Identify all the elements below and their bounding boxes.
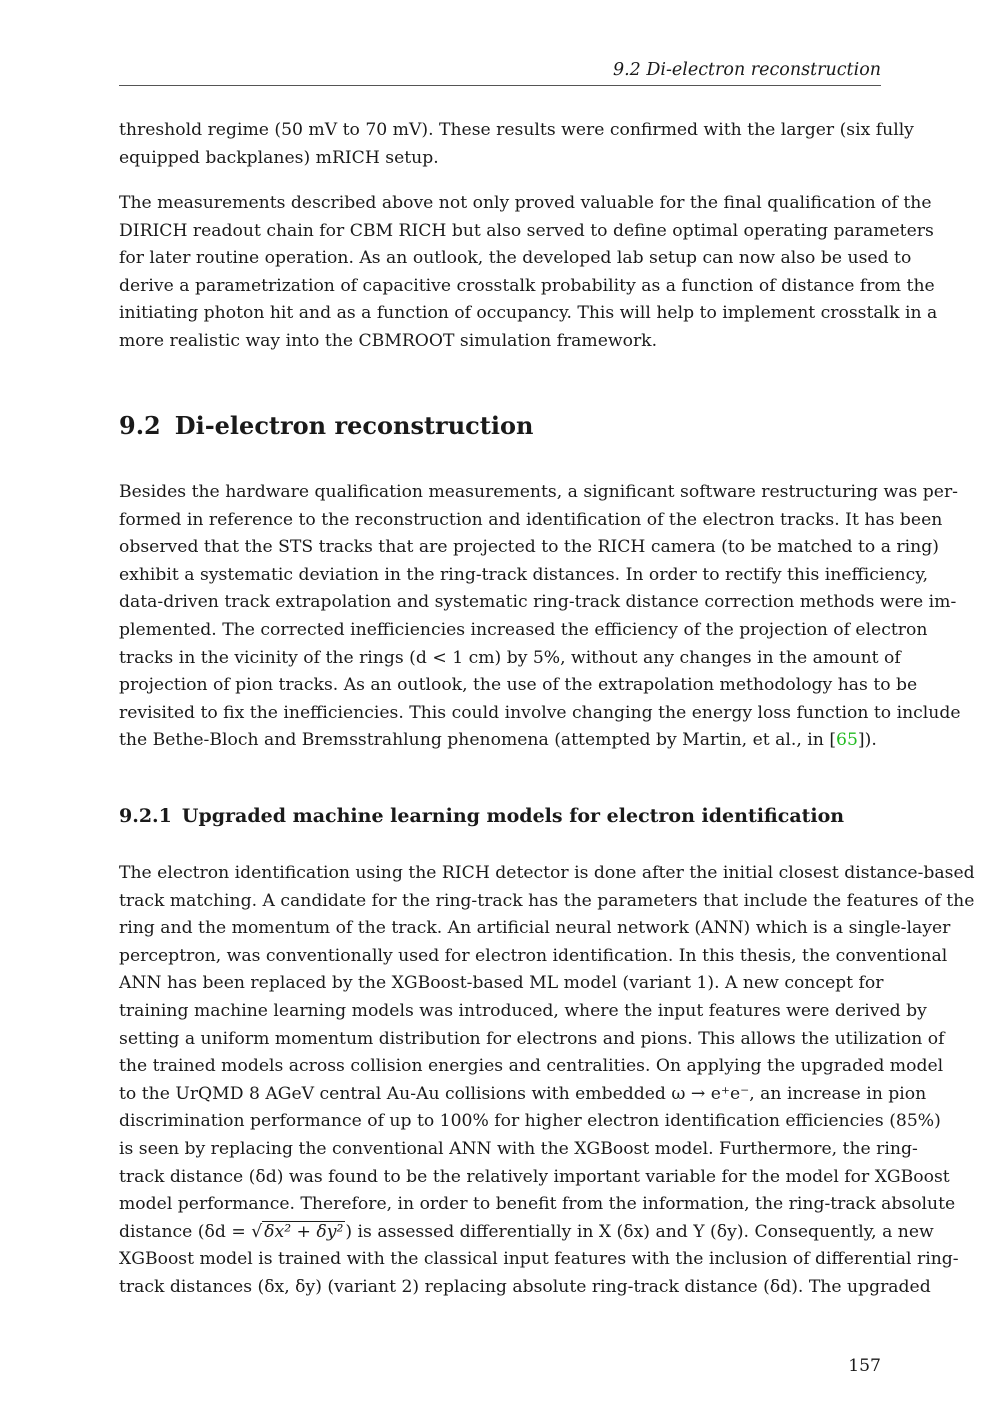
header-rule bbox=[119, 85, 881, 86]
text-line: Besides the hardware qualification measurements, a significant software restructuring was per- bbox=[119, 482, 958, 502]
citation-link[interactable]: 65 bbox=[836, 730, 858, 751]
sqrt-symbol: √ bbox=[251, 1221, 263, 1242]
section-heading bbox=[119, 409, 533, 443]
text-line: ring and the momentum of the track. An artificial neural network (ANN) which is a single-layer bbox=[119, 918, 951, 939]
text-line: XGBoost model is trained with the classical input features with the inclusion of differential ring- bbox=[119, 1249, 959, 1270]
sqrt-expression: δx² + δy² bbox=[264, 1221, 344, 1242]
text-fragment: distance (δd = bbox=[119, 1221, 252, 1242]
text-fragment: the Bethe-Bloch and Bremsstrahlung phenomena (attempted by Martin, et al., in [ bbox=[119, 730, 837, 751]
text-line: formed in reference to the reconstruction and identification of the electron tracks. It has been bbox=[119, 509, 943, 530]
text-line: training machine learning models was introduced, where the input features were derived by bbox=[119, 1000, 927, 1021]
text-line: derive a parametrization of capacitive crosstalk probability as a function of distance from the bbox=[119, 275, 935, 296]
paragraph-electron-identification bbox=[119, 860, 975, 1302]
text-line: plemented. The corrected inefficiencies increased the efficiency of the projection of electron bbox=[119, 619, 928, 640]
text-fragment: ]). bbox=[857, 730, 877, 751]
paragraph-threshold bbox=[119, 117, 914, 172]
text-line: discrimination performance of up to 100% for higher electron identification efficiencies (85%) bbox=[119, 1111, 941, 1132]
text-line: model performance. Therefore, in order to benefit from the information, the ring-track absolute bbox=[119, 1194, 956, 1215]
text-line: equipped backplanes) mRICH setup. bbox=[119, 147, 439, 168]
text-line: the trained models across collision energies and centralities. On applying the upgraded model bbox=[119, 1056, 944, 1077]
subsection-title: Upgraded machine learning models for electron identification bbox=[181, 805, 845, 827]
text-line: for later routine operation. As an outlook, the developed lab setup can now also be used to bbox=[119, 248, 912, 269]
section-number: 9.2 bbox=[119, 411, 161, 440]
paragraph-measurements bbox=[119, 190, 938, 356]
text-line: more realistic way into the CBMROOT simulation framework. bbox=[119, 330, 658, 351]
text-line: projection of pion tracks. As an outlook, the use of the extrapolation methodology has to be bbox=[119, 675, 918, 696]
text-line: data-driven track extrapolation and systematic ring-track distance correction methods were im- bbox=[119, 592, 957, 613]
text-line: The electron identification using the RICH detector is done after the initial closest distance-based bbox=[119, 863, 975, 883]
text-fragment: ) is assessed differentially in X (δx) and Y (δy). Consequently, a new bbox=[345, 1221, 934, 1242]
text-line: observed that the STS tracks that are projected to the RICH camera (to be matched to a ring) bbox=[119, 537, 939, 558]
subsection-heading bbox=[119, 802, 844, 830]
text-line: initiating photon hit and as a function of occupancy. This will help to implement crosstalk in a bbox=[119, 303, 938, 324]
text-line: is seen by replacing the conventional ANN with the XGBoost model. Furthermore, the ring- bbox=[119, 1138, 918, 1159]
text-line: perceptron, was conventionally used for electron identification. In this thesis, the conventional bbox=[119, 945, 948, 966]
text-line: track matching. A candidate for the ring-track has the parameters that include the features of the bbox=[119, 890, 975, 911]
paragraph-software-restructuring bbox=[119, 479, 961, 755]
text-line bbox=[119, 727, 881, 755]
text-line bbox=[119, 1219, 934, 1247]
text-line: track distance (δd) was found to be the relatively important variable for the model for XGBoost bbox=[119, 1166, 950, 1187]
text-line: exhibit a systematic deviation in the ring-track distances. In order to rectify this inefficiency, bbox=[119, 564, 929, 585]
running-header: 9.2 Di-electron reconstruction bbox=[612, 60, 881, 80]
text-line: tracks in the vicinity of the rings (d < 1 cm) by 5%, without any changes in the amount of bbox=[119, 647, 901, 668]
text-line: The measurements described above not only proved valuable for the final qualification of the bbox=[119, 193, 932, 213]
page-number: 157 bbox=[848, 1356, 881, 1376]
text-line: threshold regime (50 mV to 70 mV). These results were confirmed with the larger (six fully bbox=[119, 120, 914, 140]
text-line: ANN has been replaced by the XGBoost-based ML model (variant 1). A new concept for bbox=[119, 973, 884, 994]
text-line: setting a uniform momentum distribution for electrons and pions. This allows the utilization of bbox=[119, 1028, 945, 1049]
subsection-number: 9.2.1 bbox=[119, 805, 172, 827]
text-line: track distances (δx, δy) (variant 2) replacing absolute ring-track distance (δd). The upgraded bbox=[119, 1276, 931, 1297]
text-line: to the UrQMD 8 AGeV central Au-Au collisions with embedded ω → e⁺e⁻, an increase in pion bbox=[119, 1083, 927, 1104]
text-line: DIRICH readout chain for CBM RICH but also served to define optimal operating parameters bbox=[119, 220, 934, 241]
section-title: Di-electron reconstruction bbox=[174, 411, 534, 440]
text-line: revisited to fix the inefficiencies. This could involve changing the energy loss function to include bbox=[119, 702, 961, 723]
